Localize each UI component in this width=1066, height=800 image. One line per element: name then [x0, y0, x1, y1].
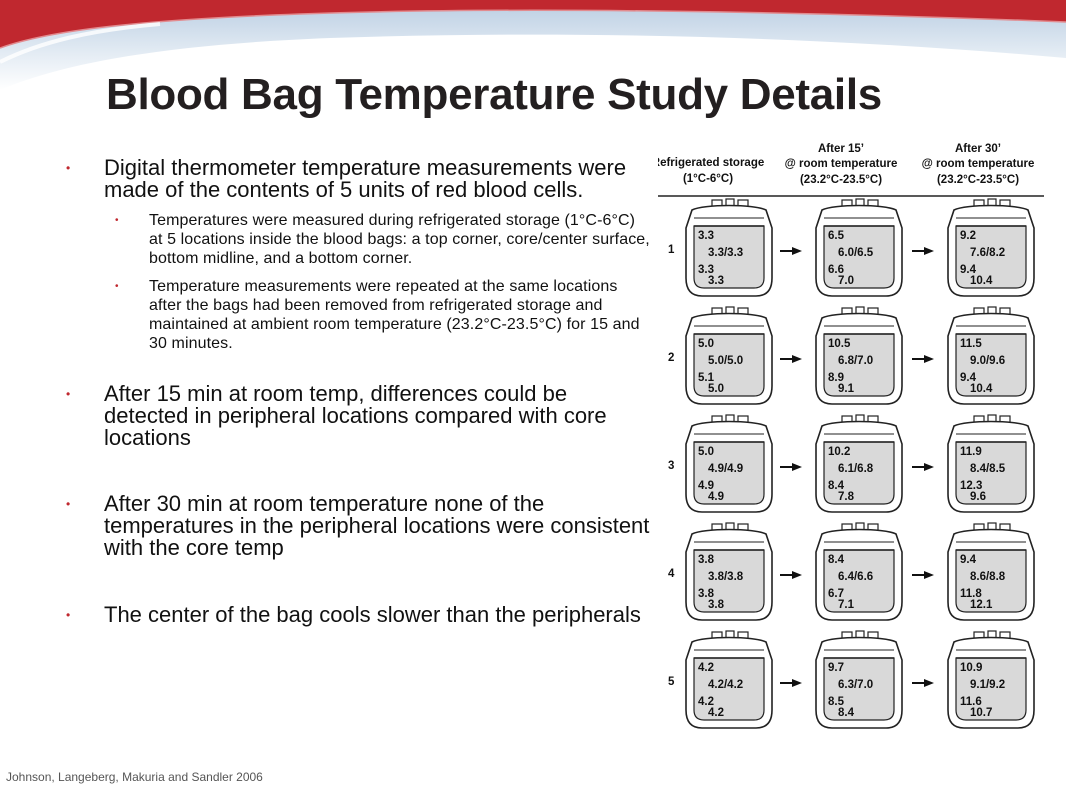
page-title: Blood Bag Temperature Study Details [106, 70, 882, 119]
temp-core-center: 3.8/3.8 [708, 571, 744, 583]
temp-core-center: 3.3/3.3 [708, 247, 744, 259]
temp-bottom-corner: 4.2 [698, 696, 714, 708]
column-header [922, 143, 1035, 186]
row-number: 1 [668, 244, 675, 256]
blood-bag [816, 631, 902, 728]
column-header-title: After 15’ [817, 143, 865, 155]
sub-bullet-repeated: • Temperature measurements were repeated at the same locations after the bags had been removed from refrigerated storage and maintained at ambient room temperature (23.2°C-23.5°C) for 15 and 30 minutes. [149, 277, 652, 353]
temp-bottom-midline: 7.0 [838, 275, 854, 287]
arrow-icon [912, 679, 934, 687]
temp-bottom-midline: 7.8 [838, 491, 854, 503]
temp-bottom-midline: 5.0 [708, 383, 724, 395]
temp-bottom-midline: 7.1 [838, 599, 854, 611]
arrow-icon [912, 571, 934, 579]
temp-core-center: 7.6/8.2 [970, 247, 1006, 259]
arrow-icon [912, 463, 934, 471]
bullet-30-min: • After 30 min at room temperature none of the temperatures in the peripheral locations were consistent with the core temp [62, 493, 652, 559]
arrow-icon [780, 247, 802, 255]
temp-top-corner: 3.8 [698, 554, 714, 566]
temp-bottom-midline: 10.7 [970, 707, 993, 719]
temp-bottom-corner: 3.3 [698, 264, 714, 276]
citation: Johnson, Langeberg, Makuria and Sandler 2006 [6, 770, 263, 784]
column-header-range: (23.2°C-23.5°C) [936, 174, 1020, 186]
row-number: 4 [668, 568, 675, 580]
temp-bottom-midline: 4.9 [708, 491, 724, 503]
temp-top-corner: 11.5 [960, 338, 982, 350]
temp-bottom-midline: 3.8 [708, 599, 724, 611]
temp-bottom-corner: 11.6 [960, 696, 982, 708]
temp-bottom-corner: 8.9 [828, 372, 844, 384]
blood-bag [686, 415, 772, 512]
column-header-label: @ room temperature [784, 158, 898, 170]
column-header [658, 157, 764, 185]
temp-core-center: 4.2/4.2 [708, 679, 744, 691]
temp-bottom-corner: 5.1 [698, 372, 714, 384]
temp-top-corner: 11.9 [960, 446, 982, 458]
temp-bottom-corner: 3.8 [698, 588, 714, 600]
row-number: 3 [668, 460, 675, 472]
temp-bottom-corner: 11.8 [960, 588, 982, 600]
blood-bag [816, 415, 902, 512]
blood-bag [686, 523, 772, 620]
column-header-title: After 30’ [954, 143, 1002, 155]
temp-bottom-midline: 9.1 [838, 383, 854, 395]
temp-top-corner: 5.0 [698, 338, 714, 350]
temp-core-center: 6.0/6.5 [838, 247, 874, 259]
blood-bag [816, 307, 902, 404]
arrow-head [792, 571, 802, 579]
temp-bottom-midline: 3.3 [708, 275, 724, 287]
temp-core-center: 4.9/4.9 [708, 463, 744, 475]
temp-bottom-corner: 9.4 [960, 264, 976, 276]
column-header-range: (1°C-6°C) [682, 173, 734, 185]
temp-bottom-midline: 10.4 [970, 383, 993, 395]
blood-bag [686, 199, 772, 296]
row-number: 2 [668, 352, 675, 364]
temp-core-center: 6.3/7.0 [838, 679, 874, 691]
temp-bottom-midline: 4.2 [708, 707, 724, 719]
temp-bottom-corner: 6.6 [828, 264, 844, 276]
arrow-head [792, 355, 802, 363]
arrow-head [792, 679, 802, 687]
temp-top-corner: 10.2 [828, 446, 851, 458]
temp-bottom-corner: 12.3 [960, 480, 983, 492]
bullet-15-min: • After 15 min at room temp, differences could be detected in peripheral locations compared with core locations [62, 383, 652, 449]
arrow-head [924, 679, 934, 687]
bullet-list [62, 157, 652, 626]
blood-bag [948, 415, 1034, 512]
row-number: 5 [668, 676, 675, 688]
arrow-icon [912, 355, 934, 363]
temp-core-center: 9.0/9.6 [970, 355, 1006, 367]
temp-core-center: 6.1/6.8 [838, 463, 874, 475]
temp-top-corner: 9.7 [828, 662, 844, 674]
temp-bottom-corner: 4.9 [698, 480, 714, 492]
column-header-label: @ room temperature [921, 158, 1035, 170]
temp-core-center: 8.6/8.8 [970, 571, 1006, 583]
temp-bottom-midline: 12.1 [970, 599, 993, 611]
blood-bag [686, 631, 772, 728]
arrow-head [792, 463, 802, 471]
blood-bag [948, 307, 1034, 404]
blood-bag [948, 199, 1034, 296]
temp-bottom-midline: 9.6 [970, 491, 986, 503]
temp-core-center: 9.1/9.2 [970, 679, 1006, 691]
temp-bottom-corner: 6.7 [828, 588, 844, 600]
arrow-icon [780, 355, 802, 363]
arrow-head [924, 571, 934, 579]
temp-bottom-corner: 8.4 [828, 480, 844, 492]
temp-top-corner: 3.3 [698, 230, 714, 242]
arrow-icon [780, 571, 802, 579]
arrow-icon [780, 679, 802, 687]
temp-top-corner: 10.5 [828, 338, 851, 350]
blood-bag [686, 307, 772, 404]
bullet-center-cools: • The center of the bag cools slower than the peripherals [62, 604, 652, 626]
column-header-label: Refrigerated storage [658, 157, 765, 169]
blood-bag-diagram [658, 140, 1056, 730]
temp-core-center: 5.0/5.0 [708, 355, 744, 367]
blood-bag [816, 199, 902, 296]
temp-bottom-corner: 9.4 [960, 372, 976, 384]
temp-top-corner: 9.2 [960, 230, 976, 242]
column-header [785, 143, 898, 186]
sub-bullet-locations: • Temperatures were measured during refrigerated storage (1°C-6°C) at 5 locations inside the blood bags: a top corner, core/center surface, bottom midline, and a bottom corner. [149, 211, 652, 268]
blood-bag [816, 523, 902, 620]
arrow-icon [780, 463, 802, 471]
temp-top-corner: 6.5 [828, 230, 844, 242]
arrow-icon [912, 247, 934, 255]
temp-core-center: 6.8/7.0 [838, 355, 874, 367]
temp-top-corner: 4.2 [698, 662, 714, 674]
temp-core-center: 6.4/6.6 [838, 571, 874, 583]
temp-top-corner: 5.0 [698, 446, 714, 458]
blood-bag [948, 631, 1034, 728]
temp-bottom-corner: 8.5 [828, 696, 844, 708]
arrow-head [924, 355, 934, 363]
temp-top-corner: 8.4 [828, 554, 844, 566]
bullet-measurements: • Digital thermometer temperature measurements were made of the contents of 5 units of red blood cells. [62, 157, 652, 201]
blood-bag-figure [658, 140, 1056, 730]
column-header-range: (23.2°C-23.5°C) [799, 174, 883, 186]
temp-bottom-midline: 10.4 [970, 275, 993, 287]
blood-bag [948, 523, 1034, 620]
temp-bottom-midline: 8.4 [838, 707, 854, 719]
temp-top-corner: 10.9 [960, 662, 983, 674]
arrow-head [924, 247, 934, 255]
arrow-head [792, 247, 802, 255]
temp-core-center: 8.4/8.5 [970, 463, 1006, 475]
temp-top-corner: 9.4 [960, 554, 976, 566]
arrow-head [924, 463, 934, 471]
